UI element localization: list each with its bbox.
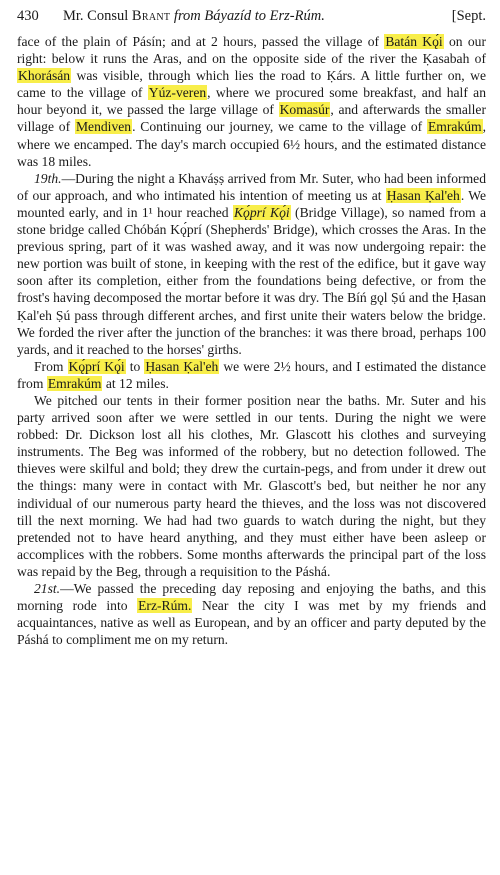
text-run: (Bridge Village), so named from a stone bridge called Chóbán Kǫ́prí (Shepherds' Bridge), which crosses the Aras. In the previous spring, part of it was washed away, and it was now undergoing repair: the new portion was built of stone, in keeping with the rest of the edifice, but it gave way soon after its completion, either from the foundations being defective, or from the frost's having decomposed the mortar before it was dry. The Bíń gǫl Ṣú and the Ḥasan Ḳal'eh Ṣú pass through different arches, and first unite their waters below the bridge. We forded the river after the junction of the branches: it was there broad, perhaps 100 yards, and it reached to the horses' girths. [17,204,486,357]
paragraph [17,392,486,580]
title-route: from Báyazíd to Erz-Rúm. [170,8,325,24]
paragraph [17,33,486,170]
text-run: on our right: below it runs the Aras, and on the opposite side of the river the Ḳasabah of [17,34,486,67]
italic-date: 19th. [34,170,62,186]
text-run: . We mounted early, and in 1¹ hour reached [17,187,486,220]
body-text [17,33,486,648]
highlighted-place-name: Emrakúm [47,375,102,391]
highlighted-place-name: Emrakúm [427,119,482,135]
month-marker: [Sept. [451,8,486,24]
text-run: , where we procured some breakfast, and half an hour beyond it, we passed the large village of [17,85,486,118]
highlighted-place-name: Ḥasan Ḳal'eh [386,187,460,203]
text-run: at 12 miles. [102,375,169,391]
italic-date: 21st. [34,581,61,596]
text-run: Near the city I was met by my friends and acquaintances, native as well as European, and by an officer and party deputed by the Páshá to compliment me on my return. [17,598,486,648]
text-run: was visible, through which lies the road to Ḳárs. A little further on, we came to the village of [17,68,486,101]
highlighted-place-name: Komasúr [279,102,330,118]
text-run: to [125,358,145,374]
text-run: —During the night a Khaváṣṣ arrived from Mr. Suter, who had been informed of our approach, and who intimated his intention of meeting us at [17,170,486,203]
highlighted-place-name: Ḥasan Ḳal'eh [145,358,219,374]
author-name: Brant [131,8,171,24]
running-title [63,8,452,25]
title-prefix: Mr. Consul [63,8,132,24]
highlighted-place-name: Batán Kǫ́i [385,34,443,49]
running-header [17,8,486,25]
text-run: face of the plain of Pásín; and at 2 hours, passed the village of [17,34,385,49]
highlighted-place-name: Kǫ́prí Kǫ́i [233,204,290,220]
page-number: 430 [17,8,39,24]
text-run: , and afterwards the smaller village of [17,102,486,135]
text-run: . Continuing our journey, we came to the village of [132,119,427,135]
text-run: —We passed the preceding day reposing and enjoying the baths, and this morning rode into [17,581,486,614]
paragraph [17,358,486,392]
highlighted-place-name: Erz-Rúm. [138,598,192,614]
text-run: we were 2½ hours, and I estimated the distance from [17,358,486,391]
paragraph [17,170,486,358]
text-run: From [34,358,68,374]
highlighted-place-name: Mendiven [75,119,132,135]
highlighted-place-name: Khorásán [18,68,71,84]
highlighted-place-name: Yúz-veren [148,85,207,101]
highlighted-place-name: Kǫ́prí Kǫ́i [68,358,125,374]
text-run: , where we encamped. The day's march occupied 6½ hours, and the estimated distance was 18 miles. [17,119,486,169]
text-run: We pitched our tents in their former position near the baths. Mr. Suter and his party arrived soon after we were settled in our tents. During the night we were robbed: Dr. Dickson lost all his clothes, Mr. Glascott his clothes and surveying instruments. The Beg was informed of the robbery, but no detection followed. The thieves were skilful and bold; they drew the curtain-pegs, and from under it drew out the things: many were in contact with Mr. Glascott's bed, but neither he nor any individual of our numerous party heard the thieves, and the loss was not discovered till the next morning. We had had two guards to watch during the night, but they pretended not to have heard anything, and they must either have been asleep or accomplices with the robbers. Some months afterwards the principal part of the loss was repaid by the Beg, through a requisition to the Páshá. [17,392,486,579]
paragraph [17,580,486,648]
